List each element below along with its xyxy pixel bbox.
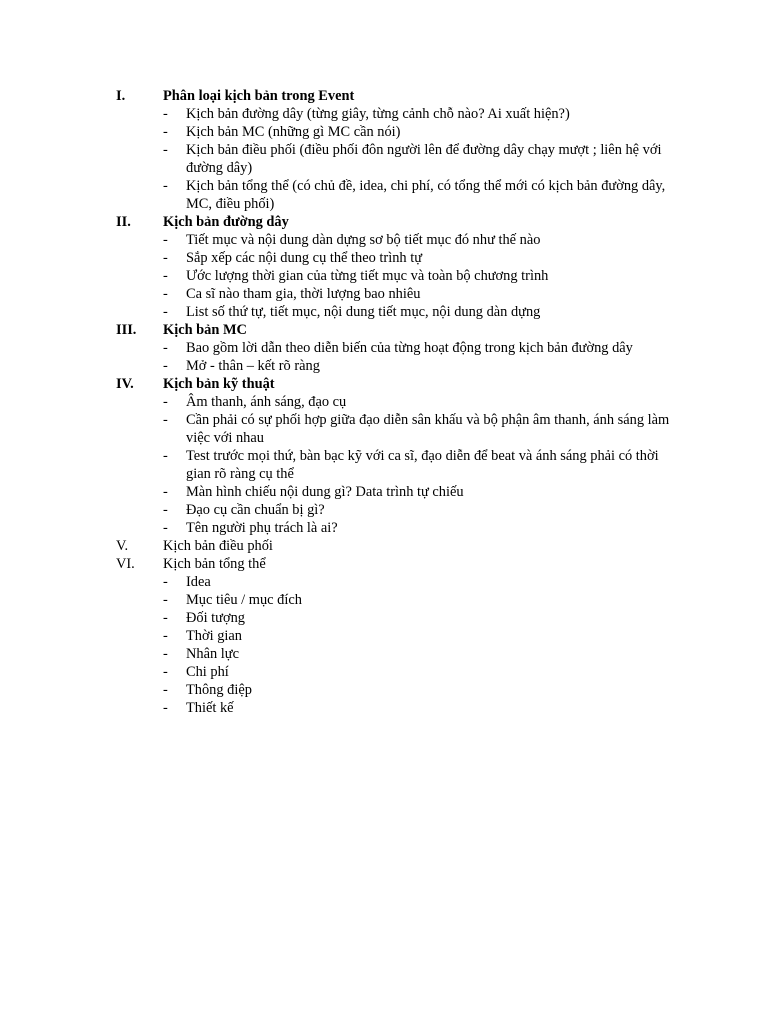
section-items	[0, 393, 768, 537]
section-heading	[0, 87, 768, 105]
list-item	[0, 681, 768, 699]
list-item	[0, 627, 768, 645]
list-item	[0, 447, 768, 483]
section-1	[0, 87, 768, 213]
list-item-text: Thông điệp	[186, 682, 252, 698]
list-item-text: Đối tượng	[186, 610, 245, 626]
document-body	[0, 87, 768, 717]
section-title: Phân loại kịch bản trong Event	[163, 88, 355, 104]
list-item-text: Nhân lực	[186, 646, 239, 662]
section-items	[0, 105, 768, 213]
bullet-dash: -	[163, 232, 168, 248]
section-title: Kịch bản điều phối	[163, 538, 273, 554]
list-item-text: Bao gồm lời dẫn theo diễn biến của từng hoạt động trong kịch bản đường dây	[186, 340, 633, 356]
list-item-text: Thiết kế	[186, 700, 234, 716]
list-item-text: Mở - thân – kết rõ ràng	[186, 358, 320, 374]
bullet-dash: -	[163, 124, 168, 140]
bullet-dash: -	[163, 412, 168, 428]
section-title: Kịch bản đường dây	[163, 214, 289, 230]
bullet-dash: -	[163, 574, 168, 590]
list-item	[0, 393, 768, 411]
section-numeral: III.	[116, 322, 137, 338]
bullet-dash: -	[163, 142, 168, 158]
list-item-text: Cần phải có sự phối hợp giữa đạo diễn sân khấu và bộ phận âm thanh, ánh sáng làm việc với nhau	[186, 412, 670, 446]
list-item-text: Chi phí	[186, 664, 229, 680]
list-item-text: Ước lượng thời gian của từng tiết mục và toàn bộ chương trình	[186, 268, 549, 284]
list-item	[0, 357, 768, 375]
list-item-text: Kịch bản MC (những gì MC cần nói)	[186, 124, 401, 140]
section-numeral: II.	[116, 214, 131, 230]
list-item	[0, 267, 768, 285]
bullet-dash: -	[163, 340, 168, 356]
list-item-text: Mục tiêu / mục đích	[186, 592, 302, 608]
section-4	[0, 375, 768, 537]
bullet-dash: -	[163, 664, 168, 680]
bullet-dash: -	[163, 700, 168, 716]
list-item-text: Sắp xếp các nội dung cụ thể theo trình tự	[186, 250, 422, 266]
section-5	[0, 537, 768, 555]
list-item-text: Kịch bản điều phối (điều phối đôn người lên để đường dây chạy mượt ; liên hệ với đường dây)	[186, 142, 662, 176]
list-item-text: Kịch bản đường dây (từng giây, từng cảnh chỗ nào? Ai xuất hiện?)	[186, 106, 570, 122]
bullet-dash: -	[163, 286, 168, 302]
bullet-dash: -	[163, 106, 168, 122]
section-title: Kịch bản MC	[163, 322, 247, 338]
list-item	[0, 411, 768, 447]
section-items	[0, 339, 768, 375]
section-heading	[0, 213, 768, 231]
section-title: Kịch bản kỹ thuật	[163, 376, 275, 392]
bullet-dash: -	[163, 268, 168, 284]
bullet-dash: -	[163, 448, 168, 464]
list-item	[0, 177, 768, 213]
bullet-dash: -	[163, 628, 168, 644]
list-item	[0, 285, 768, 303]
list-item	[0, 609, 768, 627]
bullet-dash: -	[163, 358, 168, 374]
bullet-dash: -	[163, 250, 168, 266]
list-item-text: Ca sĩ nào tham gia, thời lượng bao nhiêu	[186, 286, 421, 302]
bullet-dash: -	[163, 484, 168, 500]
list-item	[0, 483, 768, 501]
list-item-text: Kịch bản tổng thể (có chủ đề, idea, chi phí, có tổng thể mới có kịch bản đường dây, MC, điều phối)	[186, 178, 666, 212]
section-items	[0, 231, 768, 321]
section-heading	[0, 555, 768, 573]
list-item	[0, 699, 768, 717]
bullet-dash: -	[163, 394, 168, 410]
bullet-dash: -	[163, 610, 168, 626]
list-item-text: Màn hình chiếu nội dung gì? Data trình tự chiếu	[186, 484, 464, 500]
section-numeral: VI.	[116, 556, 135, 572]
list-item	[0, 573, 768, 591]
section-heading	[0, 375, 768, 393]
section-items	[0, 573, 768, 717]
bullet-dash: -	[163, 178, 168, 194]
list-item-text: Idea	[186, 574, 211, 590]
list-item	[0, 645, 768, 663]
bullet-dash: -	[163, 592, 168, 608]
section-numeral: IV.	[116, 376, 134, 392]
bullet-dash: -	[163, 646, 168, 662]
list-item-text: Thời gian	[186, 628, 242, 644]
list-item	[0, 105, 768, 123]
bullet-dash: -	[163, 304, 168, 320]
list-item-text: Test trước mọi thứ, bàn bạc kỹ với ca sĩ, đạo diễn để beat và ánh sáng phải có thời gian rõ ràng cụ thể	[186, 448, 659, 482]
list-item	[0, 339, 768, 357]
list-item-text: Đạo cụ cần chuẩn bị gì?	[186, 502, 325, 518]
bullet-dash: -	[163, 502, 168, 518]
list-item	[0, 141, 768, 177]
section-heading	[0, 537, 768, 555]
list-item-text: Tên người phụ trách là ai?	[186, 520, 338, 536]
list-item	[0, 303, 768, 321]
bullet-dash: -	[163, 520, 168, 536]
list-item-text: List số thứ tự, tiết mục, nội dung tiết mục, nội dung dàn dựng	[186, 304, 541, 320]
section-numeral: V.	[116, 538, 129, 554]
section-2	[0, 213, 768, 321]
list-item-text: Âm thanh, ánh sáng, đạo cụ	[186, 394, 347, 410]
list-item-text: Tiết mục và nội dung dàn dựng sơ bộ tiết mục đó như thế nào	[186, 232, 541, 248]
section-3	[0, 321, 768, 375]
list-item	[0, 591, 768, 609]
list-item	[0, 519, 768, 537]
list-item	[0, 123, 768, 141]
list-item	[0, 501, 768, 519]
list-item	[0, 663, 768, 681]
section-numeral: I.	[116, 88, 126, 104]
list-item	[0, 231, 768, 249]
section-title: Kịch bản tổng thể	[163, 556, 266, 572]
section-6	[0, 555, 768, 717]
bullet-dash: -	[163, 682, 168, 698]
section-heading	[0, 321, 768, 339]
list-item	[0, 249, 768, 267]
